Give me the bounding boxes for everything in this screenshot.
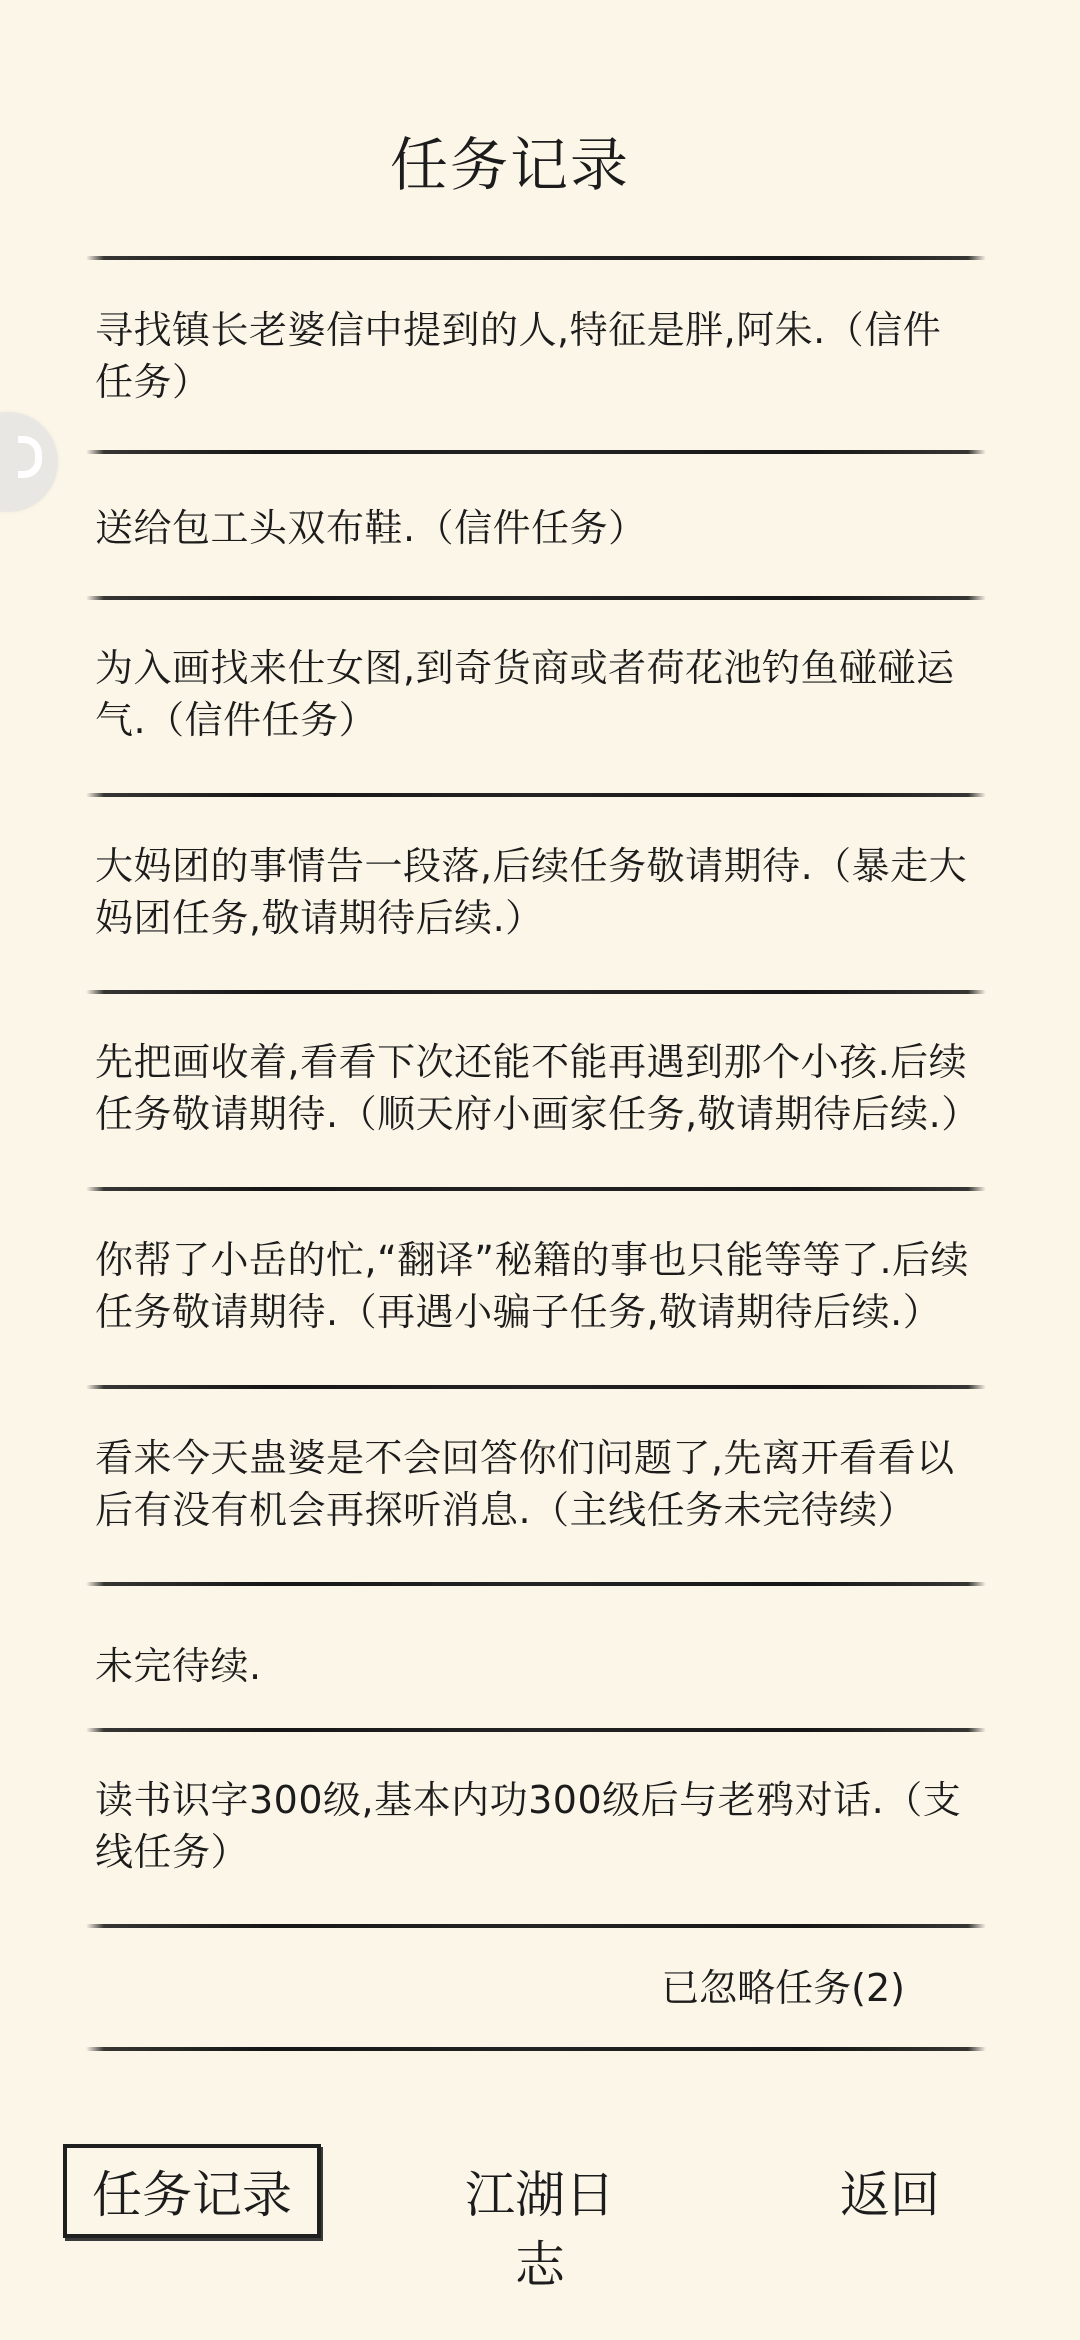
task-item-6[interactable]: 你帮了小岳的忙,“翻译”秘籍的事也只能等等了.后续任务敬请期待.（再遇小骗子任务,敬请期待后续.） xyxy=(95,1238,970,1334)
divider xyxy=(86,1385,986,1389)
divider xyxy=(86,1924,986,1928)
tab-task-log[interactable]: 任务记录 xyxy=(63,2144,321,2238)
tab-jianghu-journal[interactable]: 江湖日志 xyxy=(465,2166,615,2294)
divider xyxy=(86,256,986,260)
task-item-1[interactable]: 寻找镇长老婆信中提到的人,特征是胖,阿朱.（信件任务） xyxy=(95,308,942,404)
task-item-8[interactable]: 未完待续. xyxy=(95,1644,262,1688)
task-item-3[interactable]: 为入画找来仕女图,到奇货商或者荷花池钓鱼碰碰运气.（信件任务） xyxy=(95,646,955,742)
task-item-4[interactable]: 大妈团的事情告一段落,后续任务敬请期待.（暴走大妈团任务,敬请期待后续.） xyxy=(95,844,968,940)
task-item-7[interactable]: 看来今天蛊婆是不会回答你们问题了,先离开看看以后有没有机会再探听消息.（主线任务未完待续） xyxy=(95,1436,955,1532)
ignored-tasks-button[interactable]: 已忽略任务(2) xyxy=(661,1966,905,2010)
divider xyxy=(86,596,986,600)
back-button[interactable]: 返回 xyxy=(840,2166,940,2224)
task-item-5[interactable]: 先把画收着,看看下次还能不能再遇到那个小孩.后续任务敬请期待.（顺天府小画家任务,敬请期待后续.） xyxy=(95,1040,980,1136)
floating-assistant-icon xyxy=(18,436,42,478)
divider xyxy=(86,1187,986,1191)
task-item-9[interactable]: 读书识字300级,基本内功300级后与老鸦对话.（支线任务） xyxy=(95,1778,962,1874)
divider xyxy=(86,793,986,797)
divider xyxy=(86,450,986,454)
page-title: 任务记录 xyxy=(389,131,630,199)
divider xyxy=(86,1582,986,1586)
task-item-2[interactable]: 送给包工头双布鞋.（信件任务） xyxy=(95,506,647,550)
divider xyxy=(86,1728,986,1732)
floating-assistant-button[interactable] xyxy=(0,412,58,512)
divider xyxy=(86,2047,986,2051)
divider xyxy=(86,990,986,994)
